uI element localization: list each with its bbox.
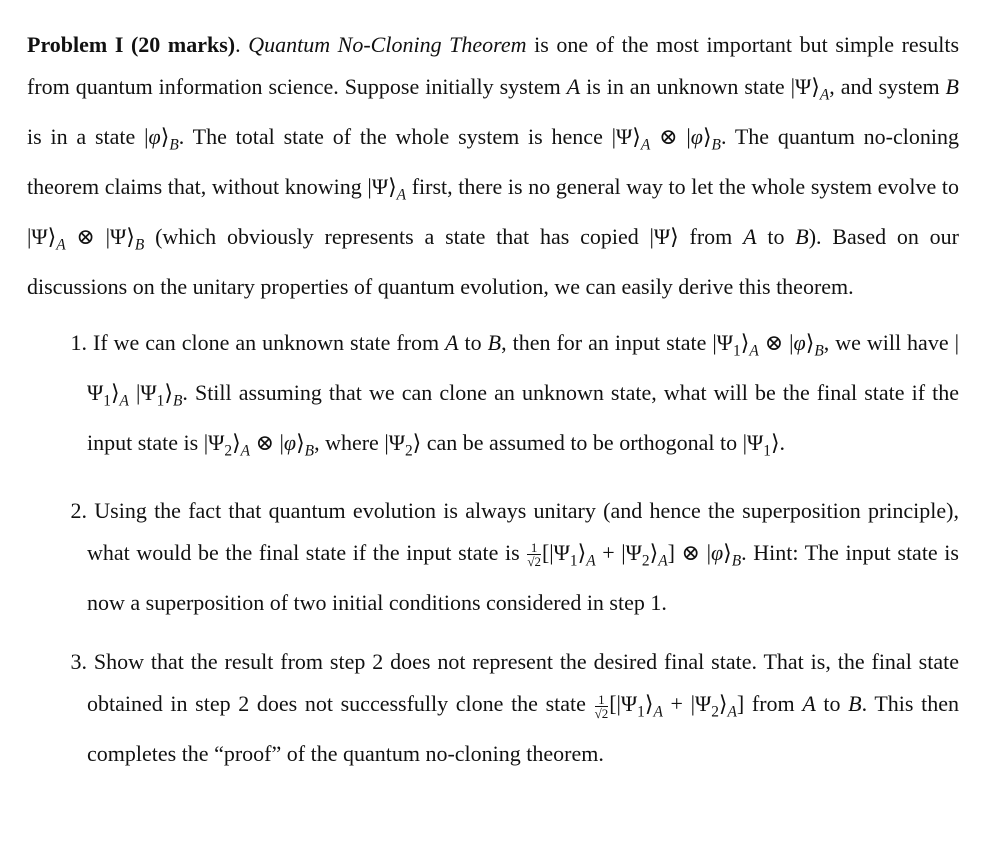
list-item-text: Show that the result from step 2 does not represent the desired final state. That is, the final state obtained in step 2 does not successfully clone the state $\frac{1}{√2}$ [$|\Psi_1⟩_A$ + $|\Psi_2⟩_A$] from A to B. This then completes the “proof” of the quantum no-cloning theorem. xyxy=(87,649,960,767)
list-item-number: 3. xyxy=(70,649,87,675)
list-item xyxy=(27,490,959,623)
list-item-text: Using the fact that quantum evolution is always unitary (and hence the superposition principle), what would be the final state if the input state is $\frac{1}{√2}$ [$|\Psi_1⟩_A$ + $|\Psi_2⟩_A$] ⊗ $|\varphi⟩_B$. Hint: The input state is now a superposition of two initial conditions considered in step 1. xyxy=(87,497,959,615)
list-item-text: If we can clone an unknown state from A to B, then for an input state $|\Psi_1⟩_A$ ⊗ $|\varphi⟩_B$, we will have $|\Psi_1⟩_A$ $|\Psi_1⟩_B$. Still assuming that we can clone an unknown state, what will be the final state if the input state is $|\Psi_2⟩_A$ ⊗ $|\varphi⟩_B$, where $|\Psi_2⟩$ can be assumed to be orthogonal to $|\Psi_1⟩$. xyxy=(87,329,960,460)
problem-title: Problem I (20 marks) xyxy=(27,32,236,57)
list-item-number: 2. xyxy=(70,497,87,523)
theorem-name: Quantum No-Cloning Theorem xyxy=(248,32,527,57)
list-item xyxy=(27,322,959,472)
problem-intro-paragraph: Problem I (20 marks). Quantum No-Cloning Theorem is one of the most important but simple results from quantum information science. Suppose initially system A is in an unknown state $|\Psi⟩_A$, and system B is in a state $|\varphi⟩_B$. The total state of the whole system is hence $|\Psi⟩_A$ ⊗ $|\varphi⟩_B$. The quantum no-cloning theorem claims that, without knowing $|\Psi⟩_A$ first, there is no general way to let the whole system evolve to $|\Psi⟩_A$ ⊗ $|\Psi⟩_B$ (which obviously represents a state that has copied |Ψ⟩ from A to B). Based on our discussions on the unitary properties of quantum evolution, we can easily derive this theorem. xyxy=(27,32,960,300)
list-item-number: 1. xyxy=(70,329,87,355)
list-item xyxy=(27,641,959,774)
